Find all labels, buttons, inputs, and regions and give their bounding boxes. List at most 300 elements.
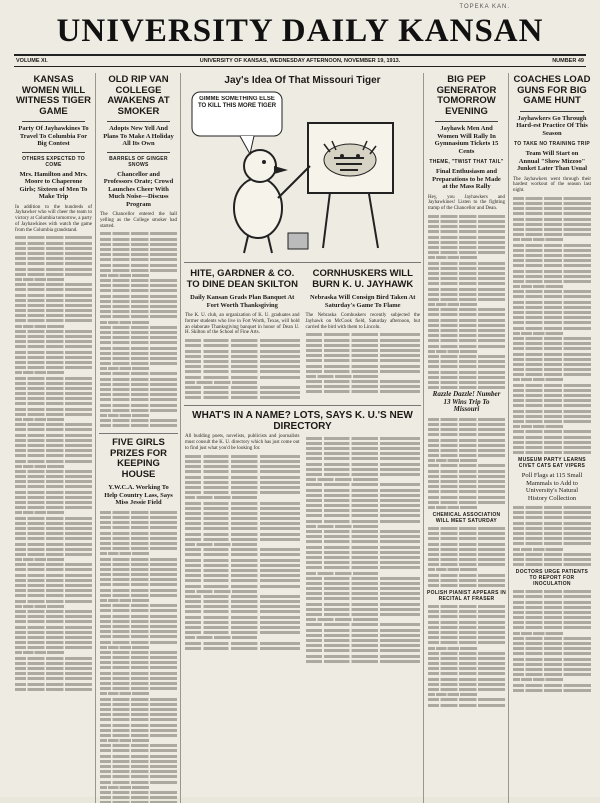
text-line — [428, 527, 505, 530]
text-line — [428, 251, 505, 254]
text-line — [513, 689, 591, 692]
text-line — [513, 553, 591, 556]
text-line — [306, 452, 421, 455]
article-headline: BIG PEP GENERATOR TOMORROW EVENING — [436, 74, 497, 117]
text-line — [513, 647, 591, 650]
text-line — [428, 423, 505, 426]
text-line — [428, 334, 505, 337]
text-line — [513, 275, 591, 278]
text-line — [306, 457, 421, 460]
body-text-block — [305, 437, 422, 663]
text-line — [100, 269, 177, 272]
text-line — [100, 615, 177, 618]
text-line — [428, 662, 505, 665]
text-line — [428, 652, 505, 655]
text-line — [513, 404, 591, 407]
text-line — [100, 310, 177, 313]
text-line — [100, 563, 177, 566]
text-line — [306, 525, 378, 528]
text-line — [15, 335, 92, 338]
text-line — [15, 594, 92, 597]
text-line — [15, 242, 92, 245]
text-line — [100, 326, 177, 329]
text-line — [100, 264, 177, 267]
text-line — [428, 667, 505, 670]
text-line — [513, 626, 591, 629]
text-line — [15, 579, 92, 582]
text-line — [15, 646, 92, 649]
text-line — [15, 444, 92, 447]
text-line — [100, 232, 177, 235]
text-line — [100, 578, 177, 581]
text-line — [513, 537, 591, 540]
text-line — [513, 316, 591, 319]
body-text-block — [427, 527, 506, 587]
text-line — [306, 437, 421, 440]
body-text-block — [427, 605, 506, 707]
text-line — [306, 629, 421, 632]
body-text-block — [512, 197, 592, 454]
text-line — [15, 449, 92, 452]
text-line — [513, 532, 591, 535]
text-line — [428, 579, 505, 582]
text-line — [100, 248, 177, 251]
text-line — [100, 511, 177, 514]
text-line — [100, 708, 177, 711]
text-line — [15, 257, 92, 260]
text-line — [513, 285, 563, 288]
text-line — [100, 625, 177, 628]
text-line — [100, 341, 177, 344]
cartoon-illustration — [184, 88, 421, 258]
text-line — [100, 646, 149, 649]
text-line — [185, 386, 300, 389]
text-line — [428, 657, 505, 660]
text-line — [306, 592, 421, 595]
text-line — [428, 308, 505, 311]
text-line — [513, 446, 591, 449]
text-line — [100, 393, 177, 396]
text-line — [185, 517, 300, 520]
article-deck: TO TAKE NO TRAINING TRIP — [514, 141, 590, 147]
text-line — [428, 272, 505, 275]
text-line — [306, 608, 421, 611]
text-line — [15, 574, 92, 577]
text-line — [513, 548, 563, 551]
text-line — [100, 744, 177, 747]
text-line — [100, 521, 177, 524]
text-line — [15, 252, 92, 255]
text-line — [513, 327, 591, 330]
text-line — [15, 517, 92, 520]
text-line — [185, 365, 300, 368]
text-line — [513, 511, 591, 514]
text-line — [15, 434, 92, 437]
text-line — [428, 355, 505, 358]
text-line — [428, 376, 505, 379]
text-line — [513, 238, 563, 241]
text-line — [185, 642, 300, 645]
text-line — [100, 279, 177, 282]
text-line — [100, 295, 177, 298]
text-line — [513, 228, 591, 231]
article-headline: COACHES LOAD GUNS FOR BIG GAME HUNT — [513, 74, 591, 106]
body-text-block — [427, 418, 506, 509]
text-line — [513, 611, 591, 614]
text-line — [100, 677, 177, 680]
text-line — [100, 775, 177, 778]
text-line — [513, 663, 591, 666]
text-line — [428, 553, 505, 556]
text-line — [100, 630, 177, 633]
text-line — [306, 380, 421, 383]
text-line — [513, 516, 591, 519]
center-lower-left — [184, 434, 301, 664]
text-line — [513, 451, 591, 454]
text-line — [100, 724, 177, 727]
text-line — [15, 688, 92, 691]
text-line — [185, 381, 257, 384]
text-line — [428, 621, 505, 624]
text-line — [513, 668, 591, 671]
text-line — [185, 605, 300, 608]
text-line — [100, 692, 149, 695]
body-text-block — [305, 333, 422, 393]
text-line — [100, 542, 177, 545]
text-line — [15, 413, 92, 416]
text-line — [100, 352, 177, 355]
text-line — [185, 548, 300, 551]
text-line — [513, 558, 591, 561]
article-deck: Nebraska Will Consign Bird Taken At Saturday's Game To Flame — [310, 294, 416, 309]
text-line — [306, 634, 421, 637]
text-line — [15, 558, 64, 561]
text-line — [428, 636, 505, 639]
article-headline: HITE, GARDNER & CO. TO DINE DEAN SKILTON — [186, 268, 298, 290]
text-line — [15, 501, 92, 504]
center-lower-articles — [184, 434, 421, 664]
center-article-right — [305, 267, 422, 401]
text-line — [428, 543, 505, 546]
text-line — [428, 439, 505, 442]
text-line — [15, 299, 92, 302]
text-line — [15, 491, 92, 494]
text-line — [428, 470, 505, 473]
center-lower-right — [305, 434, 422, 664]
text-line — [100, 409, 177, 412]
text-line — [513, 301, 591, 304]
text-line — [15, 465, 64, 468]
text-line — [306, 644, 421, 647]
text-line — [100, 258, 177, 261]
text-line — [185, 543, 257, 546]
text-line — [100, 729, 177, 732]
text-line — [100, 388, 177, 391]
text-line — [428, 496, 505, 499]
body-text-block — [99, 232, 178, 427]
text-line — [15, 273, 92, 276]
divider — [107, 152, 170, 153]
text-line — [185, 590, 257, 593]
text-line — [428, 386, 505, 389]
text-line — [185, 344, 300, 347]
cartoon — [184, 75, 421, 263]
text-line — [15, 641, 92, 644]
text-line — [100, 289, 177, 292]
text-line — [15, 480, 92, 483]
text-line — [513, 197, 591, 200]
text-line — [185, 491, 300, 494]
text-line — [513, 642, 591, 645]
body-text-block — [512, 590, 592, 692]
text-line — [513, 378, 563, 381]
text-line — [185, 636, 257, 639]
text-line — [15, 626, 92, 629]
text-line — [185, 360, 300, 363]
text-line — [100, 526, 177, 529]
text-line — [185, 470, 300, 473]
article-deck: OTHERS EXPECTED TO COME — [22, 155, 85, 168]
text-line — [15, 548, 92, 551]
text-line — [15, 345, 92, 348]
text-line — [428, 345, 505, 348]
text-line — [100, 713, 177, 716]
text-line — [306, 546, 421, 549]
text-line — [100, 558, 177, 561]
text-line — [513, 563, 591, 566]
volume-label: VOLUME XI. — [16, 58, 48, 64]
text-line — [513, 399, 591, 402]
text-line — [513, 368, 591, 371]
text-line — [513, 606, 591, 609]
article-body: In addition to the hundreds of Jayhawker who will cheer the team to victory at Columbia tomorrow, a party of Jayhawkines with watch the game from the Columbia grandstand. — [15, 204, 92, 233]
article-body: The K. U. club, an organization of K. U. graduates and former students who live in Fort Worth, Texas, will hold an elaborate Thanksgiving banquet in honor of Dean U. H. Skilton of the School of Fine Arts. — [185, 313, 300, 336]
text-line — [513, 218, 591, 221]
text-line — [306, 473, 421, 476]
column-2 — [99, 73, 181, 803]
text-line — [15, 475, 92, 478]
text-line — [15, 667, 92, 670]
text-line — [306, 577, 421, 580]
cartoon-drawing — [188, 88, 418, 258]
text-line — [428, 693, 477, 696]
text-line — [15, 589, 92, 592]
text-line — [306, 447, 421, 450]
text-line — [513, 601, 591, 604]
text-line — [306, 561, 421, 564]
text-line — [306, 582, 421, 585]
text-line — [428, 329, 505, 332]
text-line — [306, 535, 421, 538]
text-line — [15, 543, 92, 546]
article-subhead: Party Of Jayhawkines To Travel To Columbia For Big Contest — [18, 125, 89, 147]
text-line — [513, 254, 591, 257]
text-line — [513, 678, 563, 681]
text-line — [185, 350, 300, 353]
article-deck-2: Final Enthusiasm and Preparations to be Made at the Mass Rally — [432, 168, 501, 190]
text-line — [100, 383, 177, 386]
text-line — [428, 704, 505, 707]
article-deck-2: Team Will Start on Annual "Show Mizzoo" Junket Later Than Usual — [516, 150, 587, 172]
text-line — [100, 305, 177, 308]
column-4 — [427, 73, 509, 803]
text-line — [428, 626, 505, 629]
text-line — [185, 559, 300, 562]
text-line — [15, 356, 92, 359]
text-line — [15, 288, 92, 291]
text-line — [15, 268, 92, 271]
text-line — [306, 499, 421, 502]
text-line — [513, 506, 591, 509]
text-line — [185, 496, 257, 499]
article-deck-2: Mrs. Hamilton and Mrs. Moore to Chaperone Girls; Sixteen of Men To Make Trip — [19, 170, 88, 200]
text-line — [513, 233, 591, 236]
text-line — [15, 454, 92, 457]
text-line — [15, 662, 92, 665]
text-line — [15, 683, 92, 686]
column-1 — [14, 73, 96, 803]
text-line — [15, 439, 92, 442]
text-line — [306, 354, 421, 357]
text-line — [15, 496, 92, 499]
text-line — [428, 501, 505, 504]
text-line — [306, 639, 421, 642]
text-line — [100, 532, 177, 535]
text-line — [306, 623, 421, 626]
text-line — [306, 494, 421, 497]
text-line — [15, 615, 92, 618]
text-line — [513, 590, 591, 593]
text-line — [428, 610, 505, 613]
text-line — [15, 527, 92, 530]
text-line — [306, 370, 421, 373]
text-line — [185, 553, 300, 556]
text-line — [15, 371, 64, 374]
text-line — [15, 631, 92, 634]
text-line — [15, 314, 92, 317]
text-line — [185, 538, 300, 541]
text-line — [428, 365, 505, 368]
text-line — [513, 652, 591, 655]
text-line — [428, 506, 477, 509]
text-line — [513, 384, 591, 387]
text-line — [306, 468, 421, 471]
text-line — [15, 351, 92, 354]
text-line — [513, 259, 591, 262]
text-line — [428, 459, 477, 462]
text-line — [15, 283, 92, 286]
text-line — [100, 765, 177, 768]
article-deck: THEME, "TWIST THAT TAIL" — [429, 159, 504, 165]
text-line — [428, 558, 505, 561]
text-line — [513, 306, 591, 309]
text-line — [428, 568, 477, 571]
text-line — [306, 442, 421, 445]
text-line — [513, 436, 591, 439]
text-line — [100, 770, 177, 773]
text-line — [15, 460, 92, 463]
text-line — [428, 475, 505, 478]
text-line — [428, 418, 505, 421]
text-line — [100, 609, 177, 612]
text-line — [428, 537, 505, 540]
text-line — [100, 739, 149, 742]
text-line — [185, 600, 300, 603]
text-line — [100, 635, 177, 638]
text-line — [15, 418, 64, 421]
text-line — [100, 718, 177, 721]
text-line — [185, 533, 300, 536]
text-line — [100, 347, 177, 350]
text-line — [15, 563, 92, 566]
text-line — [513, 295, 591, 298]
text-line — [15, 522, 92, 525]
text-line — [513, 223, 591, 226]
text-line — [15, 382, 92, 385]
text-line — [100, 672, 177, 675]
text-line — [15, 677, 92, 680]
text-line — [513, 212, 591, 215]
text-line — [185, 355, 300, 358]
text-line — [513, 363, 591, 366]
text-line — [428, 293, 505, 296]
text-line — [15, 387, 92, 390]
text-line — [428, 288, 505, 291]
text-line — [15, 600, 92, 603]
text-line — [185, 396, 300, 399]
text-line — [513, 347, 591, 350]
text-line — [306, 333, 421, 336]
issue-number: NUMBER 49 — [552, 58, 584, 64]
text-line — [513, 353, 591, 356]
text-line — [306, 587, 421, 590]
text-line — [100, 687, 177, 690]
text-line — [306, 349, 421, 352]
text-line — [428, 647, 477, 650]
text-line — [513, 595, 591, 598]
text-line — [428, 672, 505, 675]
text-line — [100, 594, 177, 597]
text-line — [15, 236, 92, 239]
text-line — [428, 444, 505, 447]
text-line — [513, 249, 591, 252]
text-line — [428, 246, 505, 249]
text-line — [100, 357, 177, 360]
text-line — [185, 574, 300, 577]
text-line — [306, 483, 421, 486]
text-line — [100, 703, 177, 706]
text-line — [428, 464, 505, 467]
text-line — [428, 350, 477, 353]
text-line — [306, 514, 421, 517]
text-line — [100, 583, 177, 586]
divider — [107, 121, 170, 122]
text-line — [100, 734, 177, 737]
text-line — [428, 256, 477, 259]
text-line — [428, 615, 505, 618]
text-line — [185, 460, 300, 463]
archive-stamp: TOPEKA KAN. — [459, 4, 510, 10]
article-body: Hey, you Jayhawkers and Jayhawkines! Listen to the fighting tramp of the Chancellor and Dean. — [428, 194, 505, 212]
text-line — [306, 504, 421, 507]
text-line — [100, 414, 149, 417]
text-line — [185, 455, 300, 458]
text-line — [428, 241, 505, 244]
text-line — [185, 626, 300, 629]
divider — [435, 121, 498, 122]
text-line — [185, 595, 300, 598]
text-line — [100, 666, 177, 669]
